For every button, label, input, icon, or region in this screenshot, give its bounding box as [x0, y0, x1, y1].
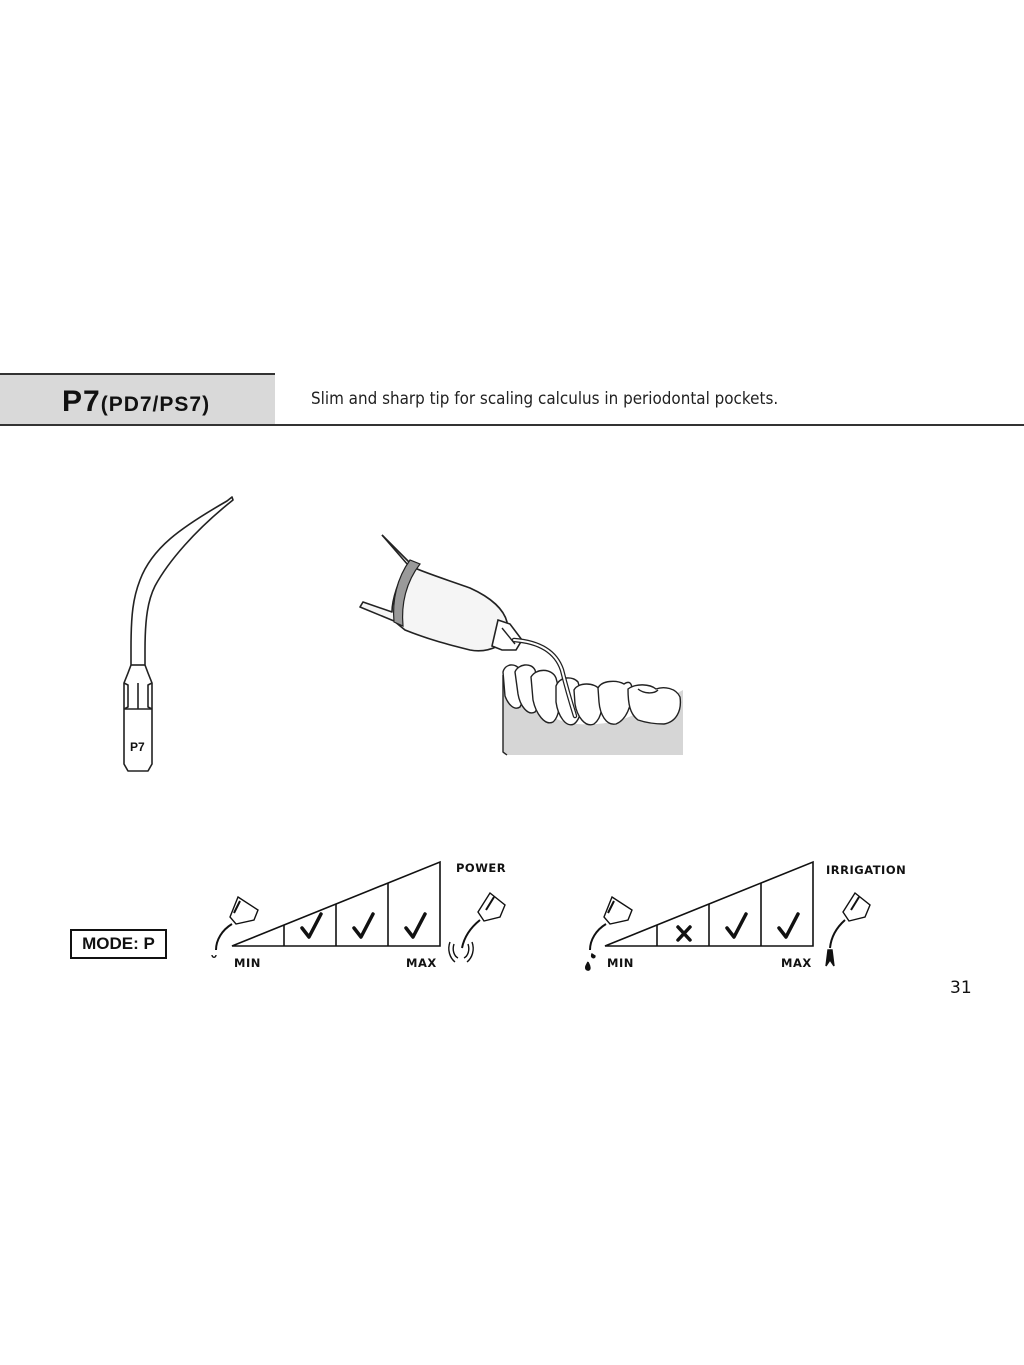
mode-label: MODE: P [70, 929, 167, 959]
power-min-label: MIN [234, 956, 261, 970]
tip-description: Slim and sharp tip for scaling calculus in periodontal pockets. [311, 389, 779, 408]
irrigation-min-label: MIN [607, 956, 634, 970]
irrigation-title: IRRIGATION [826, 863, 907, 877]
page-number: 31 [950, 978, 972, 998]
model-variants: (PD7/PS7) [100, 393, 211, 416]
check-icon [779, 914, 798, 937]
power-max-label: MAX [406, 956, 437, 970]
check-icon [727, 914, 746, 937]
model-name: P7 [62, 385, 101, 418]
irrigation-level-marks [678, 914, 798, 940]
handpiece-stream-icon [826, 893, 870, 966]
irrigation-max-label: MAX [781, 956, 812, 970]
tip-label: P7 [130, 740, 145, 754]
power-title: POWER [456, 861, 507, 875]
cross-icon [678, 927, 690, 940]
